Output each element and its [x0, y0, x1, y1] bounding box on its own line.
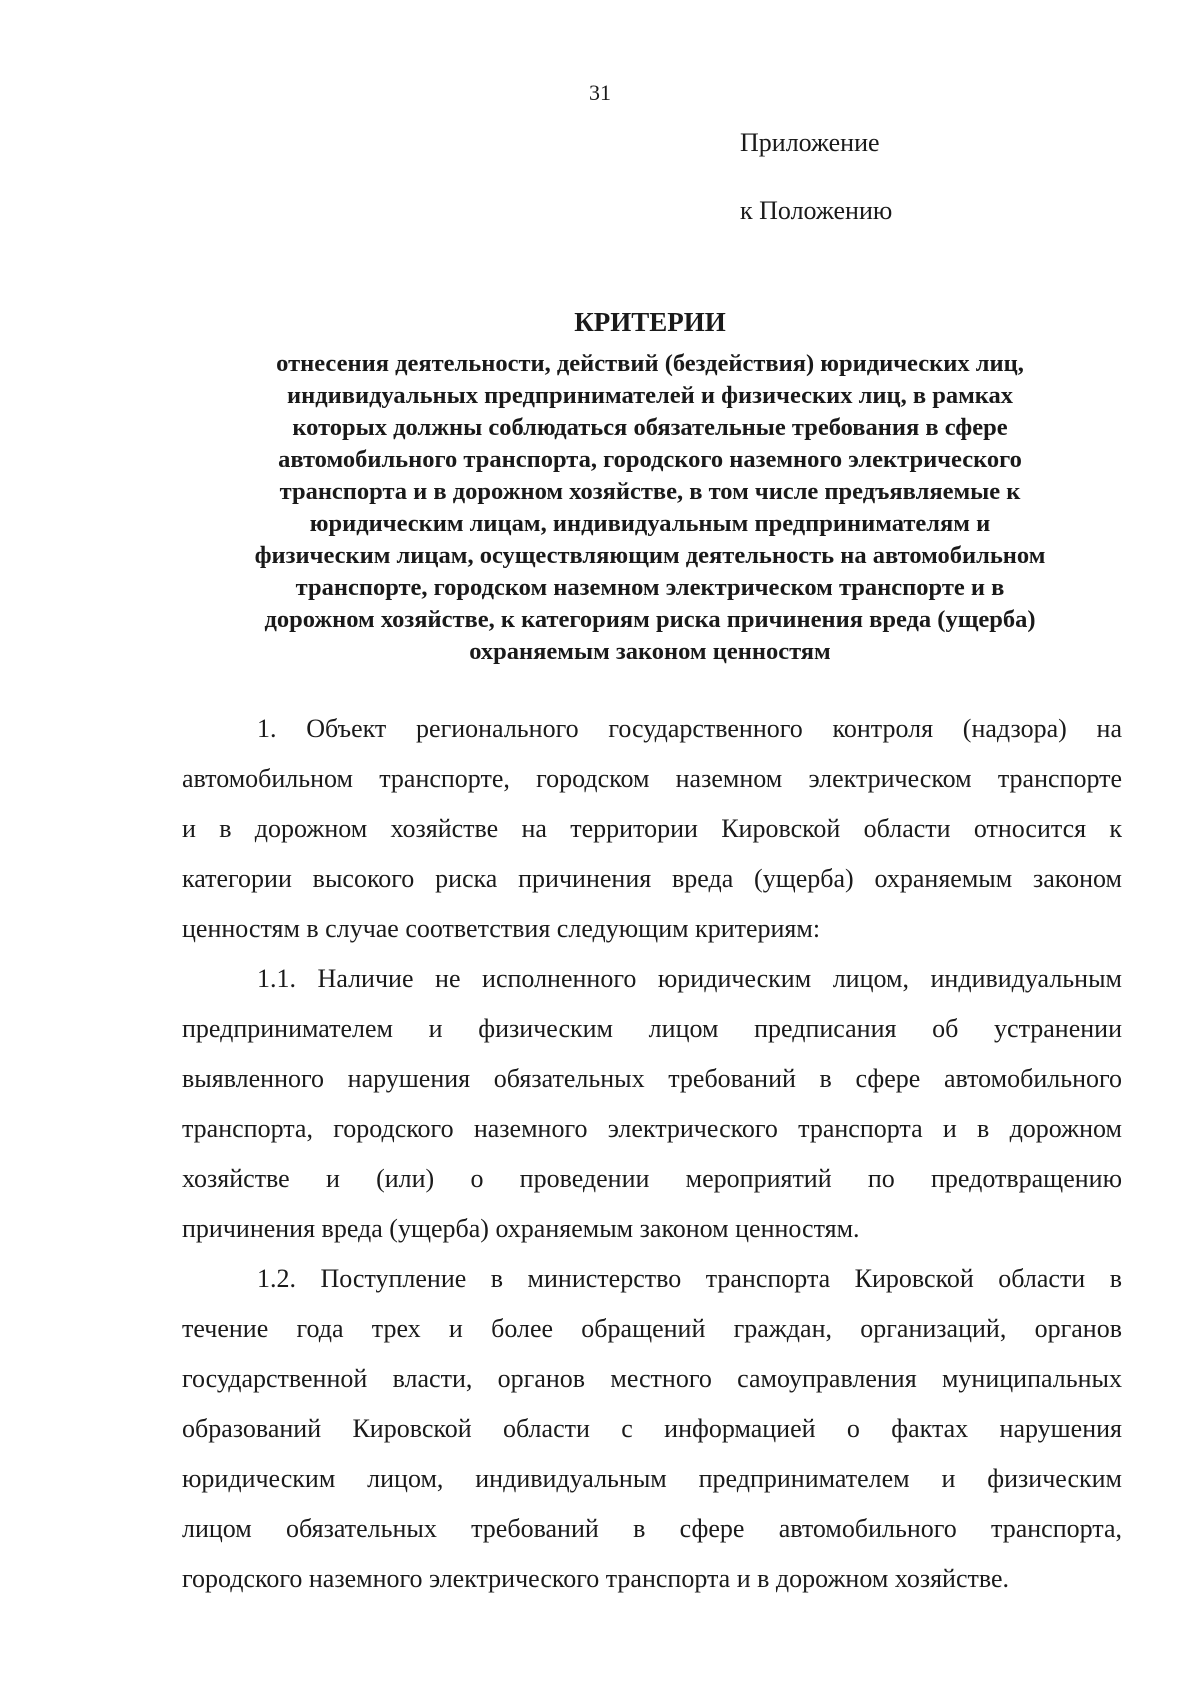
paragraph-line: автомобильном транспорте, городском наземном электрическом транспорте — [182, 764, 1122, 793]
subtitle-line: которых должны соблюдаться обязательные требования в сфере — [292, 414, 1008, 441]
paragraph-1-1 — [182, 954, 1122, 1254]
subtitle-line: отнесения деятельности, действий (бездействия) юридических лиц, — [276, 350, 1024, 377]
paragraph-line: выявленного нарушения обязательных требований в сфере автомобильного — [182, 1064, 1122, 1093]
document-body — [182, 704, 1122, 1604]
subtitle-line: юридическим лицам, индивидуальным предпринимателям и — [309, 510, 991, 537]
paragraph-line: категории высокого риска причинения вреда (ущерба) охраняемым законом — [182, 864, 1122, 893]
subtitle-line: дорожном хозяйстве, к категориям риска причинения вреда (ущерба) — [264, 606, 1036, 633]
document-title: КРИТЕРИИ — [574, 307, 726, 337]
paragraph-line: предпринимателем и физическим лицом предписания об устранении — [182, 1014, 1122, 1043]
paragraph-1-2 — [182, 1254, 1122, 1604]
paragraph-line: городского наземного электрического транспорта и в дорожном хозяйстве. — [182, 1564, 1010, 1593]
subtitle-line: охраняемым законом ценностям — [469, 638, 831, 665]
paragraph-1 — [182, 704, 1122, 954]
subtitle-line: транспорта и в дорожном хозяйстве, в том числе предъявляемые к — [279, 478, 1021, 505]
paragraph-line: причинения вреда (ущерба) охраняемым законом ценностям. — [182, 1214, 860, 1243]
subtitle-line: физическим лицам, осуществляющим деятельность на автомобильном — [254, 542, 1046, 569]
paragraph-line: юридическим лицом, индивидуальным предпринимателем и физическим — [182, 1464, 1122, 1493]
paragraph-line: течение года трех и более обращений граждан, организаций, органов — [182, 1314, 1122, 1343]
document-subtitle — [190, 348, 1110, 668]
paragraph-line: 1.2. Поступление в министерство транспорта Кировской области в — [257, 1264, 1122, 1293]
paragraph-line: 1. Объект регионального государственного контроля (надзора) на — [257, 714, 1122, 743]
subtitle-line: транспорте, городском наземном электрическом транспорте и в — [295, 574, 1005, 601]
paragraph-line: образований Кировской области с информацией о фактах нарушения — [182, 1414, 1122, 1443]
subtitle-line: автомобильного транспорта, городского наземного электрического — [278, 446, 1022, 473]
paragraph-line: хозяйстве и (или) о проведении мероприятий по предотвращению — [182, 1164, 1122, 1193]
paragraph-line: лицом обязательных требований в сфере автомобильного транспорта, — [182, 1514, 1122, 1543]
appendix-label: Приложение — [740, 128, 880, 157]
paragraph-line: и в дорожном хозяйстве на территории Кировской области относится к — [182, 814, 1122, 843]
paragraph-line: государственной власти, органов местного самоуправления муниципальных — [182, 1364, 1122, 1393]
paragraph-line: ценностям в случае соответствия следующим критериям: — [182, 914, 821, 943]
paragraph-line: транспорта, городского наземного электрического транспорта и в дорожном — [182, 1114, 1122, 1143]
subtitle-line: индивидуальных предпринимателей и физических лиц, в рамках — [286, 382, 1014, 409]
appendix-reference: к Положению — [740, 196, 893, 225]
paragraph-line: 1.1. Наличие не исполненного юридическим лицом, индивидуальным — [257, 964, 1122, 993]
page-number: 31 — [589, 80, 611, 105]
